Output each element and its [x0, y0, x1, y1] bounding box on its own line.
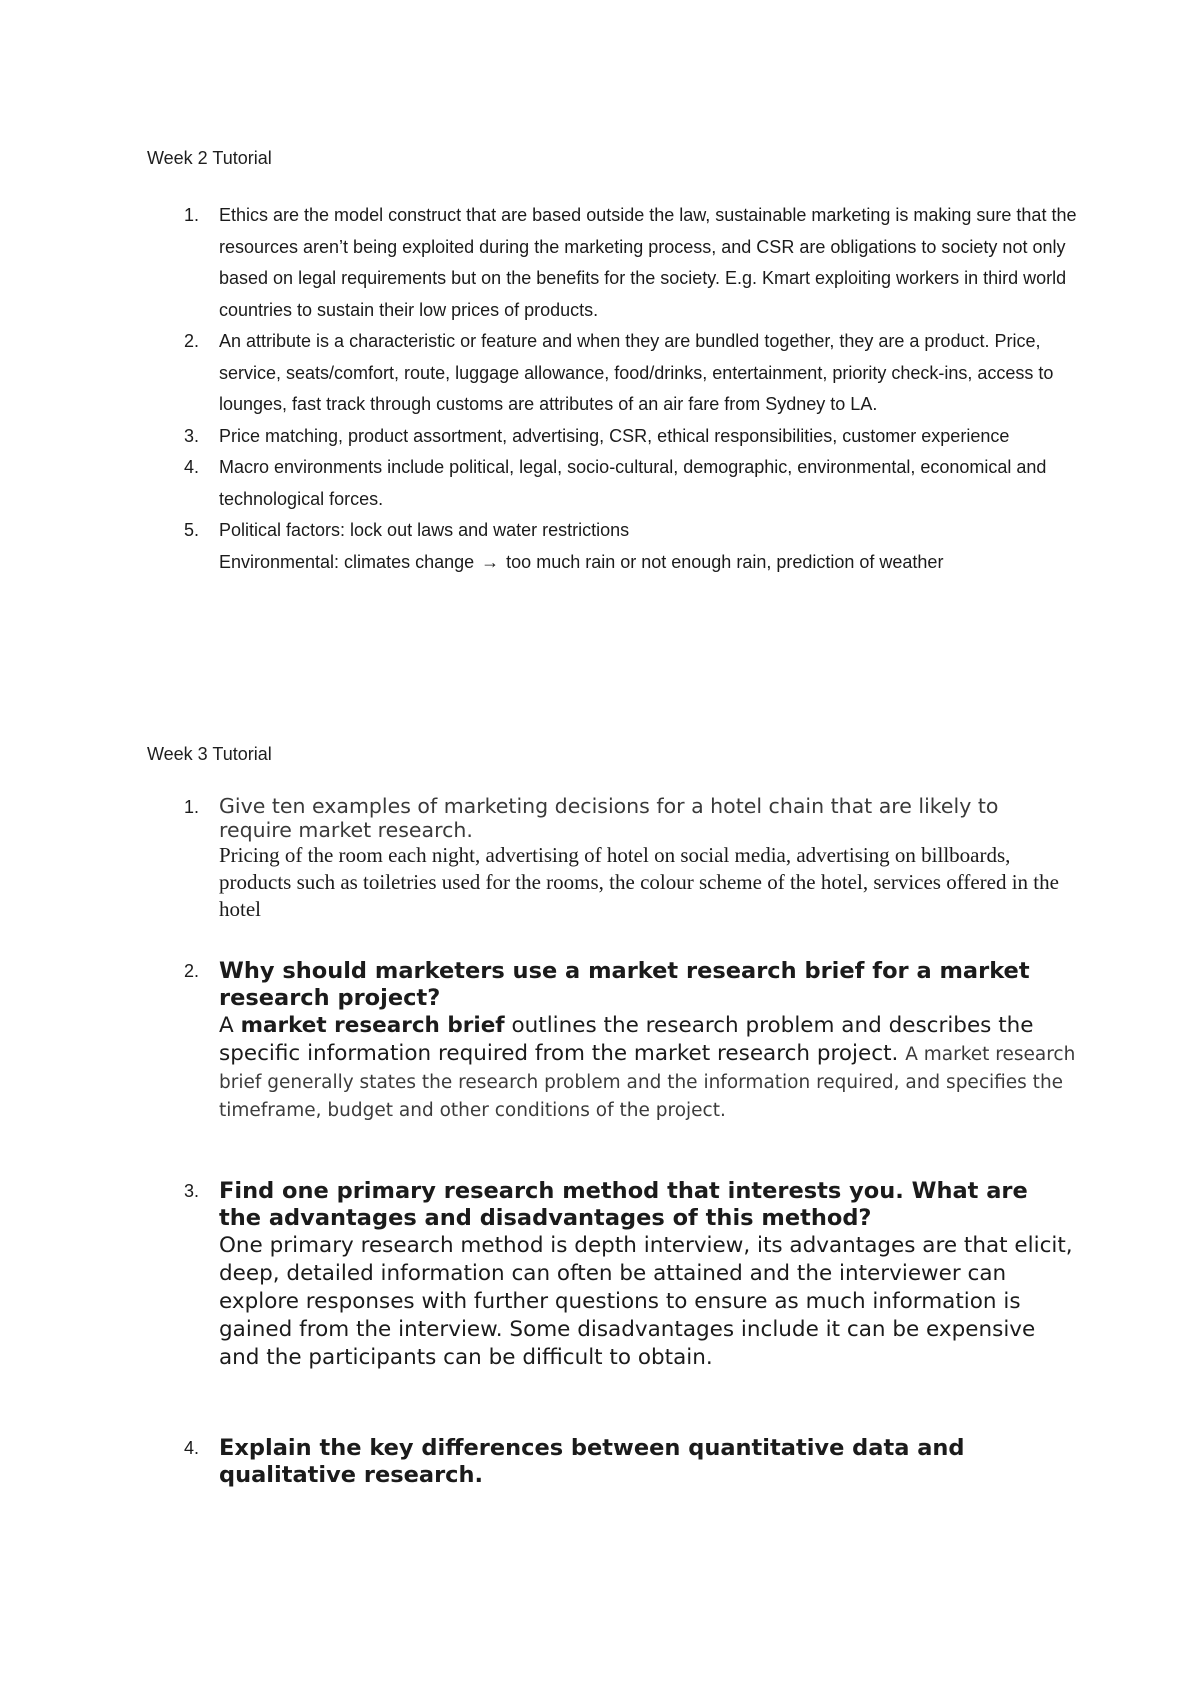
answer-text: An attribute is a characteristic or feature and when they are bundled together, they are a product. Price, service, seats/comfort, route, luggage allowance, food/drinks, entertainment, priority check-ins, access to lounges, fast track through customs are attributes of an air fare from Sydney to LA.: [219, 331, 1054, 414]
question-text: Explain the key differences between quantitative data and qualitative research.: [219, 1435, 965, 1488]
answer-text: Price matching, product assortment, advertising, CSR, ethical responsibilities, customer experience: [219, 425, 1010, 446]
list-number: 1.: [184, 797, 200, 817]
right-arrow-icon: →: [481, 551, 500, 572]
list-number: 2.: [184, 961, 200, 981]
answer-rest: outlines the research problem and describes the specific information required from the market research project.: [219, 1013, 1034, 1066]
answer-text: [219, 1012, 1077, 1124]
political-factors-text: Political factors: lock out laws and water restrictions: [219, 520, 630, 540]
list-item: [147, 958, 1077, 1124]
week2-heading: Week 2 Tutorial: [147, 148, 272, 168]
list-number: 5.: [184, 520, 200, 540]
list-item: [147, 200, 1077, 326]
answer-bold-term: market research brief: [240, 1013, 505, 1038]
environmental-effects-text: too much rain or not enough rain, prediction of weather: [506, 551, 944, 572]
question-text: Give ten examples of marketing decisions for a hotel chain that are likely to require market research.: [219, 794, 999, 842]
week3-heading: Week 3 Tutorial: [147, 744, 272, 764]
environmental-text: Environmental: climates change: [219, 551, 475, 572]
list-number: 4.: [184, 457, 200, 477]
question-text: Why should marketers use a market research brief for a market research project?: [219, 958, 1030, 1011]
list-item: [147, 1178, 1077, 1372]
answer-text: One primary research method is depth interview, its advantages are that elicit, deep, detailed information can often be attained and the interviewer can explore responses with further questions to ensure as much information is gained from the interview. Some disadvantages include it can be expensive and the participants can be difficult to obtain.: [219, 1233, 1073, 1370]
answer-text: Ethics are the model construct that are based outside the law, sustainable marketing is making sure that the resources aren’t being exploited during the marketing process, and CSR are obligations to society not only based on legal requirements but on the benefits for the society. E.g. Kmart exploiting workers in third world countries to sustain their low prices of products.: [219, 205, 1077, 320]
list-item: [147, 326, 1077, 421]
list-number: 3.: [184, 425, 200, 446]
answer-small-text: A market research brief generally states the research problem and the information required, and specifies the timeframe, budget and other conditions of the project.: [219, 1044, 1076, 1121]
week2-answer-list: [147, 200, 1077, 578]
list-number: 1.: [184, 205, 200, 225]
list-number: 2.: [184, 331, 200, 351]
environmental-factors-line: [219, 547, 1077, 579]
answer-text: Macro environments include political, legal, socio-cultural, demographic, environmental, economical and technological forces.: [219, 457, 1047, 509]
list-number: 3.: [184, 1181, 200, 1201]
list-item: [147, 1435, 1077, 1489]
list-item: [147, 794, 1077, 923]
answer-text: Pricing of the room each night, advertising of hotel on social media, advertising on billboards, products such as toiletries used for the rooms, the colour scheme of the hotel, services offered in the hotel: [219, 843, 1059, 921]
list-item: [147, 515, 1077, 578]
list-item: [147, 421, 1077, 453]
answer-prefix: A: [219, 1013, 234, 1038]
list-number: 4.: [184, 1438, 200, 1458]
list-item: [147, 452, 1077, 515]
question-text: Find one primary research method that interests you. What are the advantages and disadvantages of this method?: [219, 1178, 1028, 1231]
